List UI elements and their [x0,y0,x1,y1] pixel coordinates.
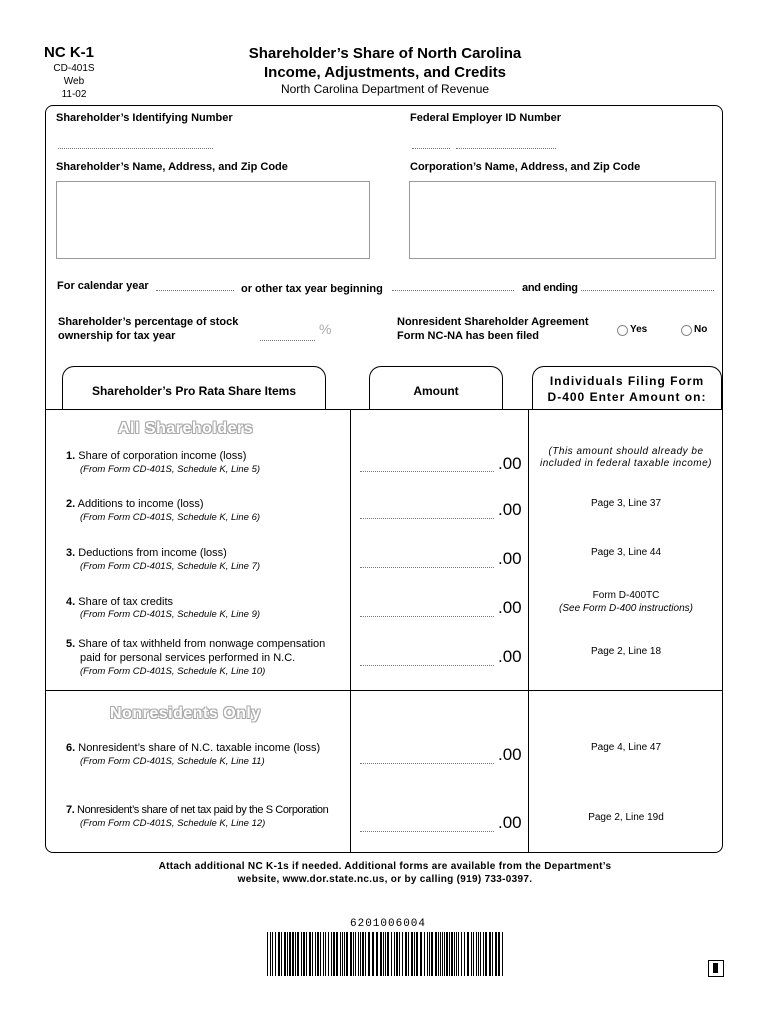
line-2-cents: .00 [498,500,522,519]
barcode-bar [424,932,425,976]
line-1-amount-input[interactable] [360,471,494,472]
barcode-bar [402,932,403,976]
line-7-dest: Page 2, Line 19d [588,812,664,823]
pct-label-line2: ownership for tax year [58,330,176,342]
line-6-dest: Page 4, Line 47 [590,742,662,753]
barcode-bar [301,932,302,976]
year-ending-input[interactable] [581,290,714,291]
barcode-bar [435,932,437,976]
barcode-bar [471,932,472,976]
barcode-bar [498,932,500,976]
barcode-bar [306,932,307,976]
form-title-line2: Income, Adjustments, and Credits [264,64,506,81]
barcode-bar [333,932,335,976]
line-3-source: (From Form CD-401S, Schedule K, Line 7) [80,561,261,572]
barcode-bar [391,932,392,976]
yes-radio[interactable] [617,325,628,336]
barcode-bar [461,932,462,976]
line-1-cents: .00 [498,454,522,473]
barcode-bar [444,932,445,976]
line-5-desc: Share of tax withheld from nonwage compensation [78,638,326,650]
barcode-bar [346,932,348,976]
shareholder-id-label: Shareholder’s Identifying Number [56,112,233,124]
barcode-bar [383,932,384,976]
barcode-bar [270,932,271,976]
line-2-dest: Page 3, Line 37 [590,498,662,509]
line-1-source: (From Form CD-401S, Schedule K, Line 5) [80,464,261,475]
line-6-text [66,742,320,754]
percent-sign: % [319,321,332,337]
items-column-header: Shareholder’s Pro Rata Share Items [62,366,326,410]
barcode-bar [344,932,345,976]
barcode-bar [483,932,484,976]
line-4-dest-line1: Form D-400TC [592,590,660,601]
barcode-bar [399,932,400,976]
barcode-bar [309,932,311,976]
shareholder-id-input[interactable] [58,148,213,149]
barcode-bar [387,932,389,976]
line-1-dest-line2: included in federal taxable income) [539,458,713,469]
barcode-bar [297,932,299,976]
barcode-bar [438,932,439,976]
fein-label: Federal Employer ID Number [410,112,561,124]
form-code: CD-401S [53,63,95,74]
barcode-bar [380,932,382,976]
line-6-number: 6. [66,742,76,754]
line-3-desc: Deductions from income (loss) [78,547,227,559]
amount-header-text: Amount [413,384,459,398]
barcode-number: 6201006004 [350,918,427,930]
line-6-cents: .00 [498,745,522,764]
no-radio[interactable] [681,325,692,336]
barcode-bar [502,932,503,976]
yes-label: Yes [630,324,648,335]
line-3-amount-input[interactable] [360,567,494,568]
ending-label: and ending [522,282,578,294]
line-4-amount-input[interactable] [360,616,494,617]
barcode-bar [353,932,354,976]
barcode-bar [372,932,374,976]
page-marker-icon [708,960,724,977]
line-7-number: 7. [66,804,75,816]
barcode-bar [336,932,338,976]
line-3-number: 3. [66,547,76,559]
line-5-cents: .00 [498,647,522,666]
barcode-bar [365,932,366,976]
footer-line1: Attach additional NC K-1s if needed. Additional forms are available from the Department’s [158,861,612,872]
barcode-bar [278,932,280,976]
barcode-bar [362,932,364,976]
line-1-dest-line1: (This amount should already be [548,446,704,457]
form-edition: Web [63,76,85,87]
barcode-bar [350,932,352,976]
ownership-pct-input[interactable] [260,340,315,341]
barcode-bar [467,932,469,976]
barcode-bar [281,932,282,976]
line-3-dest: Page 3, Line 44 [590,547,662,558]
line-4-number: 4. [66,596,76,608]
amount-column-header [369,366,503,410]
line-5-dest: Page 2, Line 18 [590,646,662,657]
barcode-bar [411,932,413,976]
line-7-amount-input[interactable] [360,831,494,832]
line-4-source: (From Form CD-401S, Schedule K, Line 9) [80,609,261,620]
form-id: NC K-1 [44,44,95,61]
line-4-dest-line2: (See Form D-400 instructions) [559,603,693,614]
line-2-source: (From Form CD-401S, Schedule K, Line 6) [80,512,261,523]
calendar-year-label: For calendar year [57,280,149,292]
fein-input-part1[interactable] [412,148,450,149]
barcode-bar [323,932,324,976]
year-beginning-input[interactable] [392,290,514,291]
line-5-desc-cont: paid for personal services performed in N.C. [80,652,296,664]
barcode-bar [272,932,273,976]
barcode-bar [303,932,305,976]
line-2-desc: Additions to income (loss) [77,498,204,510]
line-6-desc: Nonresident’s share of N.C. taxable income (loss) [78,742,321,754]
barcode-bar [478,932,479,976]
barcode-bar [476,932,477,976]
page-marker-bar [713,963,718,973]
pct-label-line1: Shareholder’s percentage of stock [58,316,239,328]
barcode-bar [289,932,291,976]
barcode-bar [368,932,370,976]
barcode-bar [456,932,457,976]
barcode [267,932,504,976]
line-5-source: (From Form CD-401S, Schedule K, Line 10) [80,666,266,677]
barcode-bar [446,932,448,976]
barcode-bar [431,932,433,976]
all-shareholders-heading: All Shareholders [118,420,254,437]
barcode-bar [495,932,497,976]
barcode-bar [325,932,326,976]
form-date: 11-02 [61,89,87,100]
barcode-bar [376,932,378,976]
line-5-amount-input[interactable] [360,665,494,666]
barcode-bar [284,932,286,976]
shareholder-name-box[interactable] [56,181,370,259]
barcode-bar [442,932,443,976]
column-divider-1 [350,409,351,853]
nra-label-line2: Form NC-NA has been filed [397,330,539,342]
form-title-line1: Shareholder’s Share of North Carolina [248,45,522,62]
table-top-rule [45,409,723,410]
line-7-text [66,804,328,816]
barcode-bar [292,932,294,976]
barcode-bar [473,932,474,976]
barcode-bar [275,932,276,976]
barcode-bar [315,932,316,976]
shareholder-name-label: Shareholder’s Name, Address, and Zip Code [56,161,288,173]
corp-name-label: Corporation’s Name, Address, and Zip Code [410,161,641,173]
line-2-text [66,498,204,510]
barcode-bar [440,932,441,976]
barcode-bar [331,932,332,976]
barcode-bar [408,932,409,976]
barcode-bar [287,932,288,976]
line-7-source: (From Form CD-401S, Schedule K, Line 12) [80,818,266,829]
fein-input-part2[interactable] [456,148,556,149]
barcode-bar [416,932,418,976]
barcode-bar [449,932,450,976]
barcode-bar [267,932,268,976]
line-3-text [66,547,227,559]
calendar-year-input[interactable] [156,290,234,291]
line-1-number: 1. [66,450,76,462]
line-4-text [66,596,173,608]
barcode-bar [385,932,386,976]
barcode-bar [340,932,341,976]
barcode-bar [360,932,361,976]
nra-label-line1: Nonresident Shareholder Agreement [397,316,589,328]
no-label: No [694,324,708,335]
line-1-text [66,450,246,462]
section-divider [45,690,723,691]
department-name: North Carolina Department of Revenue [280,82,490,96]
line-6-source: (From Form CD-401S, Schedule K, Line 11) [80,756,265,767]
barcode-bar [414,932,415,976]
column-divider-2 [528,409,529,853]
destination-header-line1: Individuals Filing Form [549,374,705,388]
line-6-amount-input[interactable] [360,763,494,764]
barcode-bar [358,932,359,976]
barcode-bar [420,932,422,976]
line-4-cents: .00 [498,598,522,617]
barcode-bar [320,932,321,976]
barcode-bar [458,932,459,976]
line-5-number: 5. [66,638,76,650]
barcode-bar [485,932,487,976]
line-4-desc: Share of tax credits [78,596,174,608]
line-7-cents: .00 [498,813,522,832]
other-year-label: or other tax year beginning [241,283,383,295]
barcode-bar [317,932,319,976]
barcode-bar [342,932,343,976]
barcode-bar [328,932,329,976]
line-7-desc: Nonresident’s share of net tax paid by the S Corporation [77,804,329,816]
barcode-bar [429,932,430,976]
barcode-bar [405,932,407,976]
barcode-bar [312,932,313,976]
line-5-text [66,638,325,650]
barcode-bar [295,932,296,976]
line-1-desc: Share of corporation income (loss) [78,450,247,462]
barcode-bar [489,932,491,976]
barcode-bar [427,932,428,976]
line-2-amount-input[interactable] [360,518,494,519]
line-2-number: 2. [66,498,76,510]
barcode-bar [355,932,356,976]
barcode-bar [451,932,453,976]
barcode-bar [394,932,395,976]
barcode-bar [396,932,398,976]
barcode-bar [464,932,465,976]
destination-column-header [532,366,722,410]
destination-header-line2: D-400 Enter Amount on: [547,390,707,404]
footer-line2: website, www.dor.state.nc.us, or by calling (919) 733-0397. [237,874,533,885]
barcode-bar [480,932,481,976]
corp-name-box[interactable] [409,181,716,259]
line-3-cents: .00 [498,549,522,568]
barcode-bar [492,932,493,976]
nonresidents-heading: Nonresidents Only [110,705,261,722]
barcode-bar [454,932,455,976]
